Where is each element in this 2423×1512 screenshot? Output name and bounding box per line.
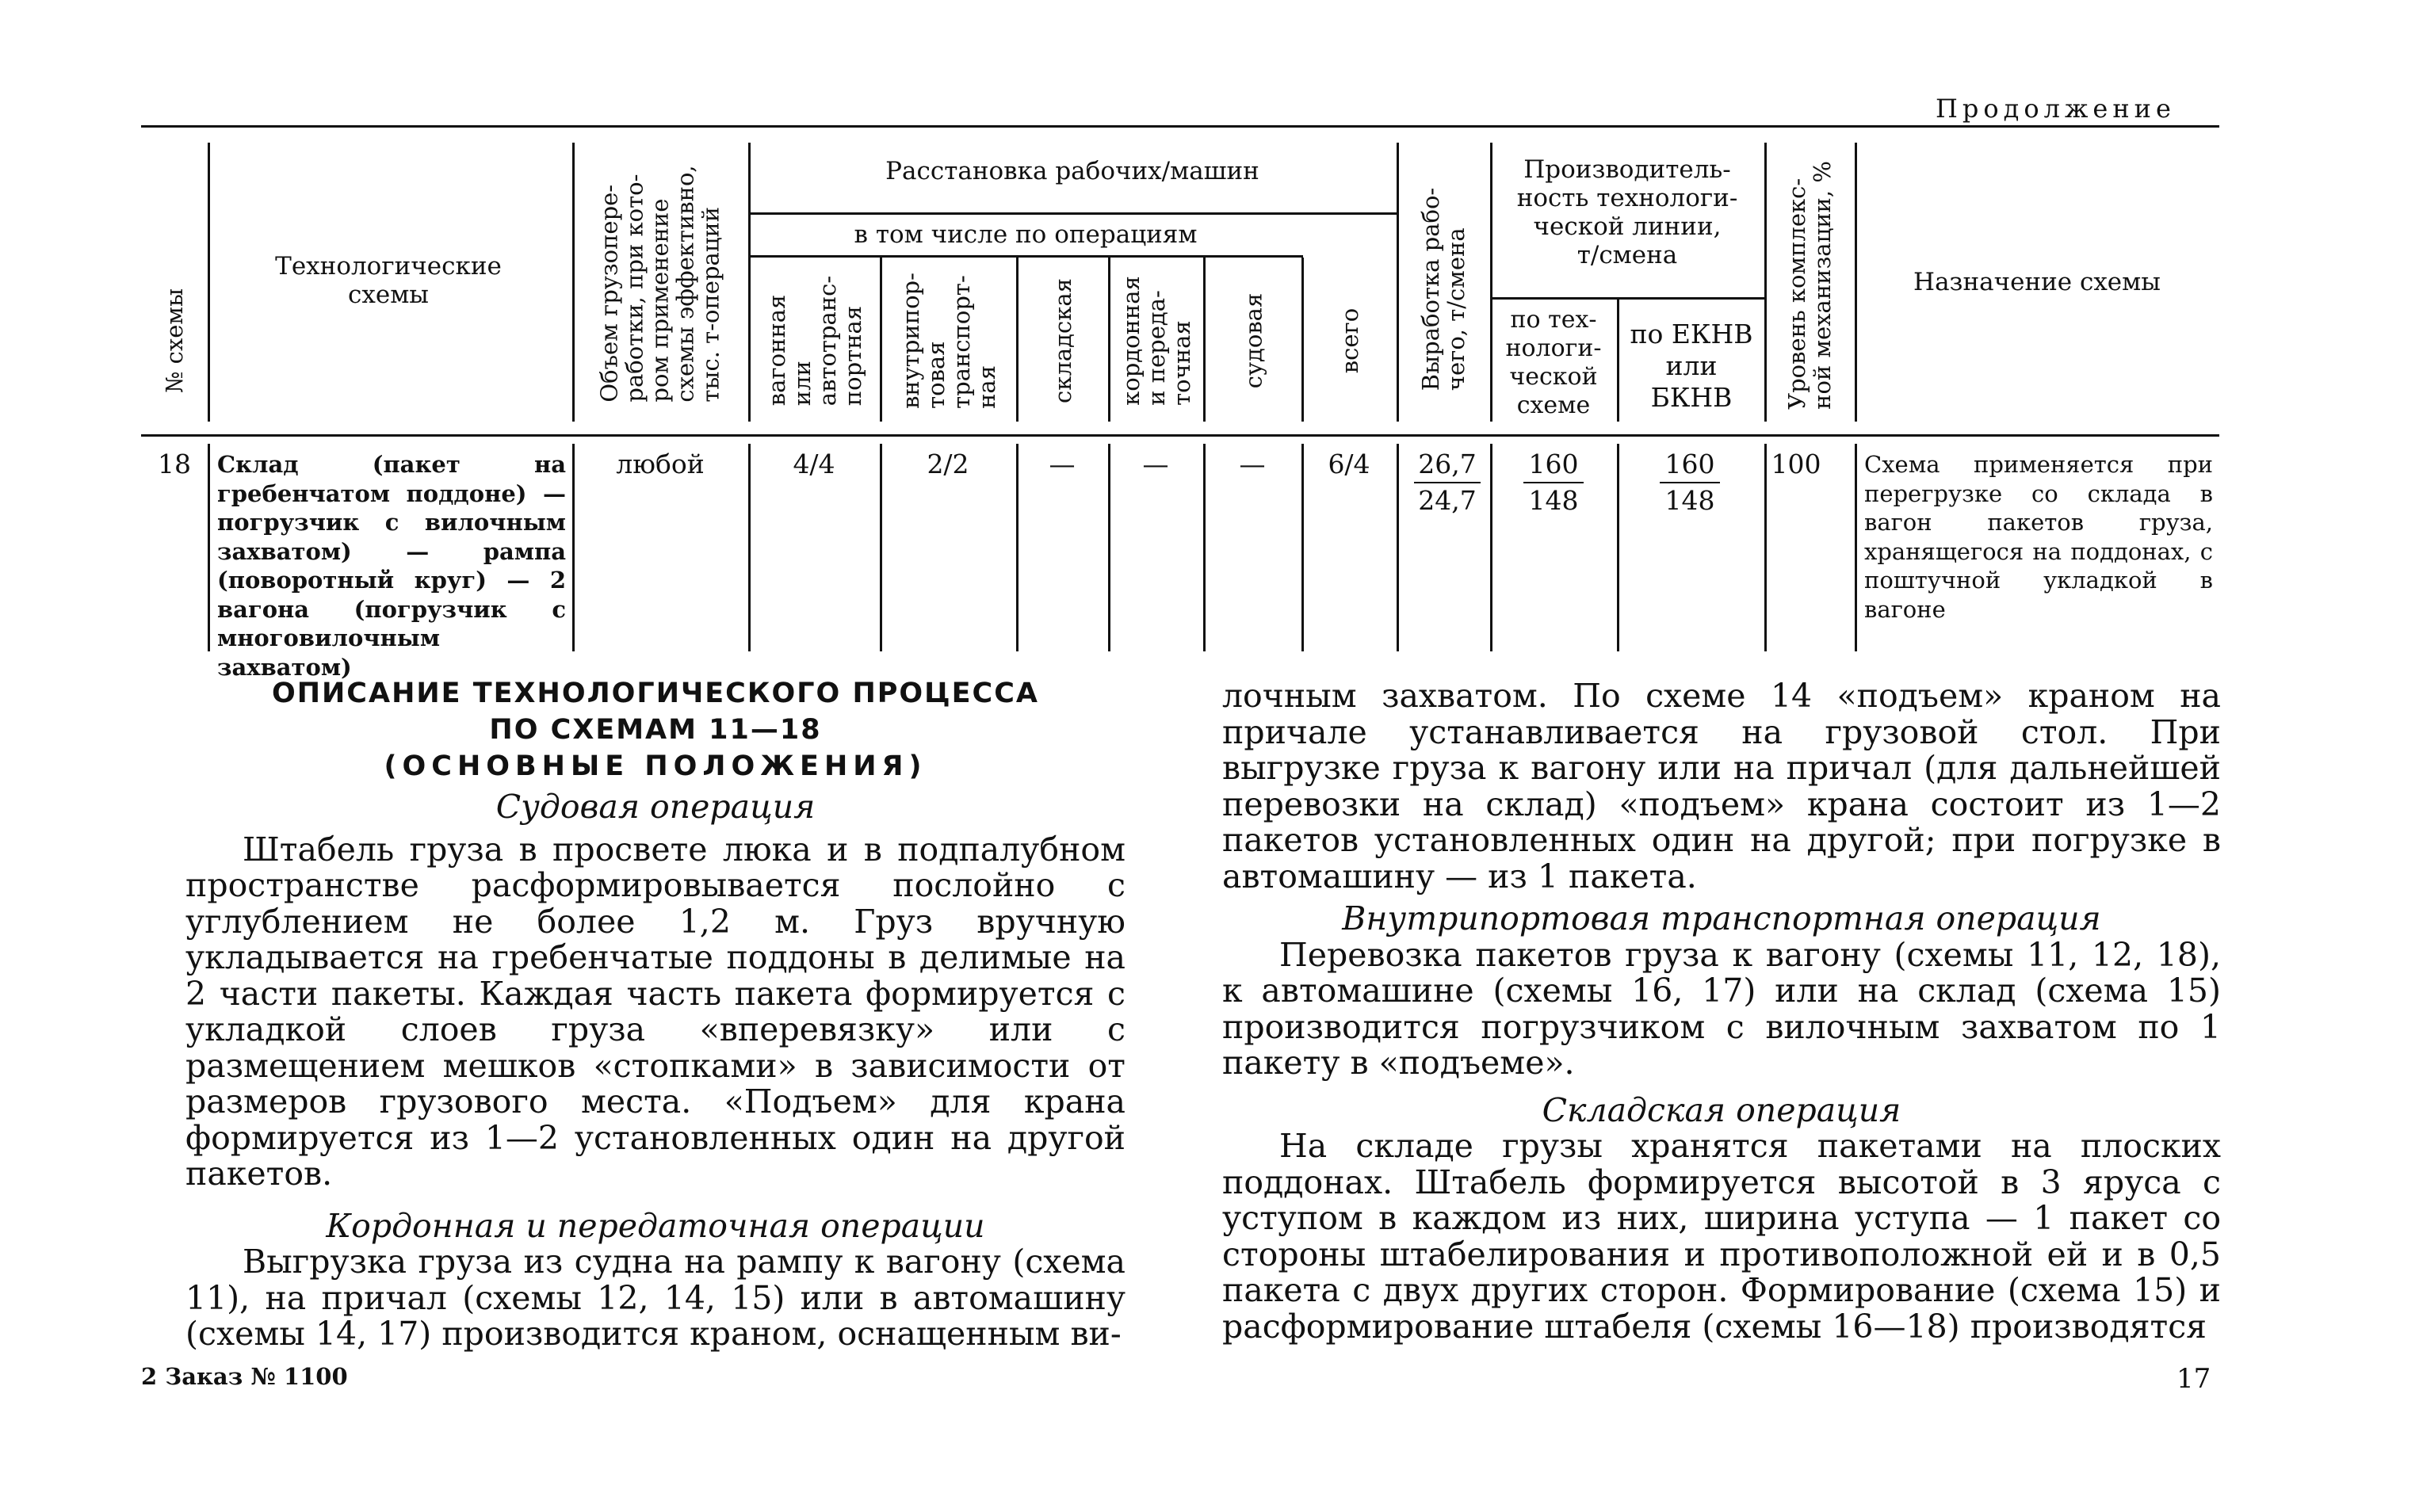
subheading-warehouse-operation: Складская операция — [1542, 1090, 1901, 1129]
header-op-warehouse: складская — [1049, 278, 1077, 403]
placement-subrule — [748, 212, 1397, 215]
header-purpose: Назначение схемы — [1913, 268, 2161, 296]
col-divider — [1617, 444, 1619, 651]
header-scheme-no: № схемы — [161, 288, 188, 394]
cell-prod-ekhnv — [1660, 447, 1720, 518]
cell-total: 6/4 — [1328, 449, 1370, 479]
section-title-line1: ОПИСАНИЕ ТЕХНОЛОГИЧЕСКОГО ПРОЦЕССА — [271, 678, 1040, 709]
prod-scheme-denominator: 148 — [1528, 485, 1579, 516]
productivity-subrule — [1490, 297, 1764, 300]
prod-scheme-numerator: 160 — [1523, 447, 1584, 483]
text-column-right — [1222, 678, 2221, 1345]
cell-prod-scheme — [1523, 447, 1584, 518]
paragraph-intraport-operation: Перевозка пакетов груза к вагону (схемы 11, 12, 18), к автомашине (схемы 16, 17) или на склад (схема 15) производится погрузчиком с вилочным захватом по 1 пакету в «подъеме». — [1222, 935, 2221, 1082]
cell-warehouse: — — [1049, 449, 1076, 479]
paragraph-cordon-continued: лочным захватом. По схеме 14 «подъем» краном на причале устанавливается на грузовой стол. При выгрузке груза к вагону или на причал (для дальнейшей перевозки на склад) «подъем» крана состоит из 1—2 пакетов установленных один на другой; при погрузке в автомашину — из 1 пакета. — [1222, 677, 2221, 895]
header-op-total: всего — [1336, 307, 1363, 374]
col-divider — [1397, 444, 1399, 651]
cell-purpose: Схема применяется при перегрузке со склада в вагон пакетов груза, хранящегося на поддонах, с поштучной укладкой в вагоне — [1864, 451, 2213, 623]
section-title-line2: ПО СХЕМАМ 11—18 — [489, 714, 822, 746]
header-tech-schemes: Технологические схемы — [275, 252, 502, 309]
header-incl-ops: в том числе по операциям — [854, 220, 1198, 249]
cell-description: Склад (пакет на гребенчатом поддоне) — погрузчик с вилочным захватом) — рампа (поворотный круг) — 2 вагона (погрузчик с многовилочным захватом) — [217, 451, 566, 681]
cell-ship: — — [1239, 449, 1266, 479]
page-number: 17 — [2176, 1363, 2211, 1395]
header-mechanization: Уровень комплекс- ной механизации, % — [1783, 161, 1836, 410]
header-op-cordon: кордонная и переда- точная — [1118, 276, 1195, 406]
subheading-intraport-operation: Внутрипортовая транспортная операция — [1342, 899, 2101, 937]
prod-ekhnv-denominator: 148 — [1664, 485, 1715, 516]
header-prod-scheme: по тех- нологи- ческой схеме — [1505, 306, 1602, 419]
col-divider — [1490, 444, 1492, 651]
cell-mechanization: 100 — [1771, 449, 1821, 479]
header-prod-ekhnv: по ЕКНВ или БКНВ — [1630, 319, 1753, 413]
col-divider — [1855, 444, 1857, 651]
header-op-intraport: внутрипор- товая транспорт- ная — [897, 273, 1000, 409]
cell-intraport: 2/2 — [927, 449, 969, 479]
col-divider — [208, 143, 210, 422]
continuation-label: Продолжение — [1936, 94, 2176, 124]
footer-order-number: 2 Заказ № 1100 — [141, 1363, 348, 1390]
paragraph-cordon-operation: Выгрузка груза из судна на рампу к вагону (схема 11), на причал (схемы 12, 14, 15) или в автомашину (схемы 14, 17) производится краном, оснащенным ви- — [185, 1243, 1126, 1353]
output-numerator: 26,7 — [1414, 447, 1481, 483]
table-header-bottom-rule — [141, 434, 2219, 437]
subheading-cordon-operation: Кордонная и передаточная операции — [326, 1206, 985, 1245]
col-divider — [208, 444, 210, 651]
header-placement: Расстановка рабочих/машин — [885, 157, 1259, 185]
paragraph-warehouse-operation: На складе грузы хранятся пакетами на плоских поддонах. Штабель формируется высотой в 3 яруса с уступом в каждом из них, ширина уступа — 1 пакет со стороны штабелирования и противоположной ей и в 0,5 пакета с двух других сторон. Формирование (схема 15) и расформирование штабеля (схемы 16—18) производятся — [1222, 1127, 2221, 1346]
text-column-left — [185, 675, 1126, 1353]
output-denominator: 24,7 — [1418, 485, 1477, 516]
cell-cordon: — — [1142, 449, 1169, 479]
ops-subrule — [748, 255, 1303, 258]
prod-ekhnv-numerator: 160 — [1660, 447, 1720, 483]
header-output: Выработка рабо- чего, т/смена — [1417, 187, 1470, 391]
subheading-ship-operation: Судовая операция — [495, 788, 816, 826]
header-productivity: Производитель- ность технологи- ческой линии, т/смена — [1516, 155, 1738, 269]
cell-wagon: 4/4 — [793, 449, 835, 479]
header-op-ship: судовая — [1240, 292, 1267, 389]
cell-volume: любой — [616, 449, 705, 479]
cell-scheme-no: 18 — [158, 449, 191, 479]
section-title-line3: (ОСНОВНЫЕ ПОЛОЖЕНИЯ) — [384, 750, 927, 782]
header-op-wagon: вагонная или автотранс- портная — [763, 275, 867, 407]
header-volume: Объем грузопере- работки, при кото- ром применение схемы эффективно, тыс. т-операций — [596, 165, 724, 403]
cell-output — [1414, 447, 1481, 518]
paragraph-ship-operation: Штабель груза в просвете люка и в подпалубном пространстве расформировывается послойно с углублением не более 1,2 м. Груз вручную укладывается на гребенчатые поддоны в делимые на 2 части пакеты. Каждая часть пакета формируется с укладкой слоев груза «вперевязку» или с размещением мешков «стопками» в зависимости от размеров грузового места. «Подъем» для крана формируется из 1—2 установленных один на другой пакетов. — [185, 830, 1126, 1193]
table-top-rule — [141, 125, 2219, 128]
